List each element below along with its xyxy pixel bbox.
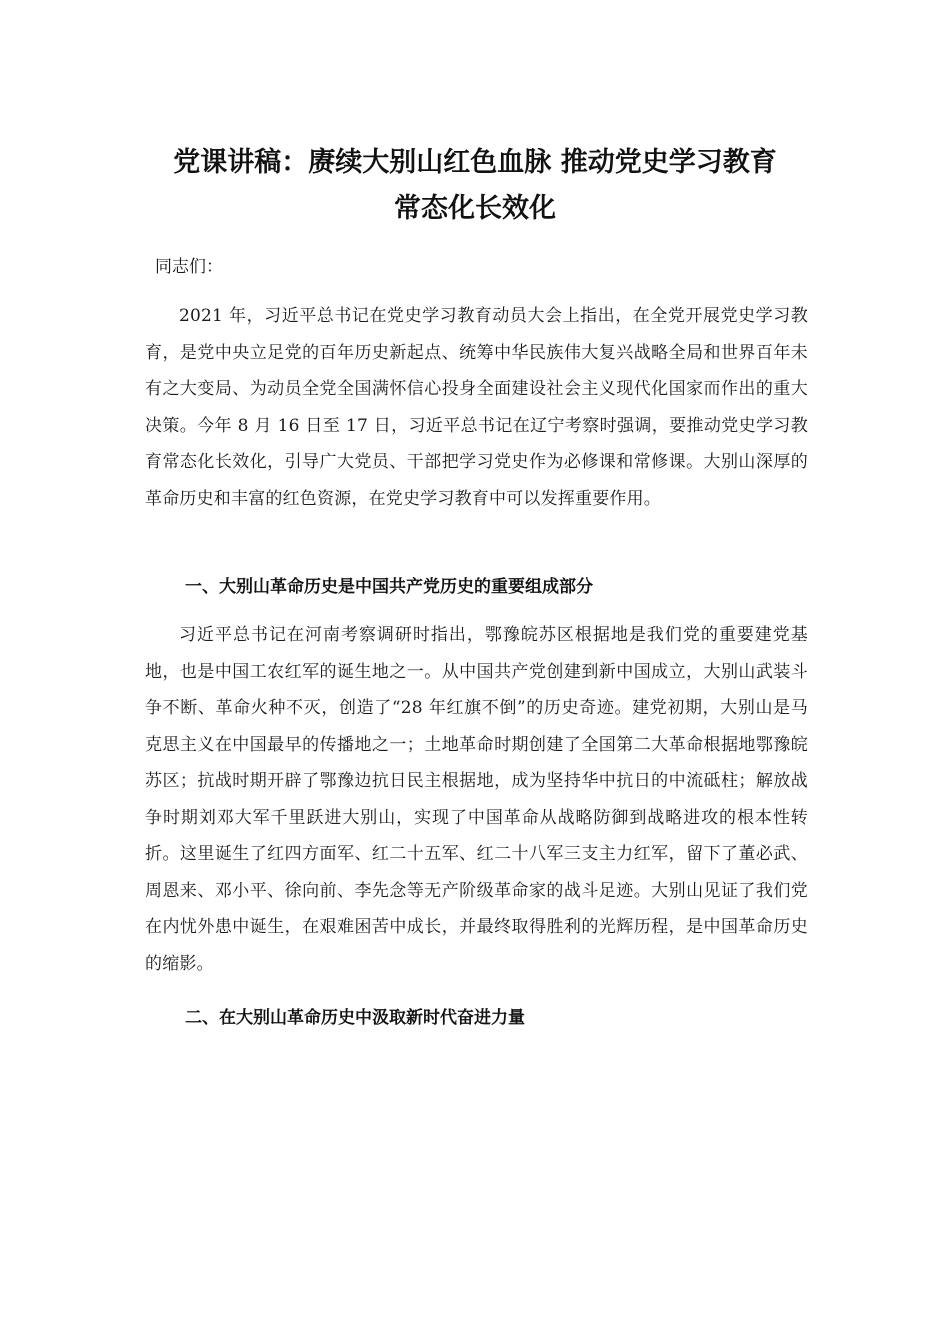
section-heading-1: 一、大别山革命历史是中国共产党历史的重要组成部分	[185, 577, 593, 597]
paragraph-history: 习近平总书记在河南考察调研时指出，鄂豫皖苏区根据地是我们党的重要建党基地，也是中国工农红军的诞生地之一。从中国共产党创建到新中国成立，大别山武装斗争不断、革命火种不灭，创造了“28 年红旗不倒”的历史奇迹。建党初期，大别山是马克思主义在中国最早的传播地之一；土地革命时期创建了全国第二大革命根据地鄂豫皖苏区；抗战时期开辟了鄂豫边抗日民主根据地，成为坚持华中抗日的中流砥柱；解放战争时期刘邓大军千里跃进大别山，实现了中国革命从战略防御到战略进攻的根本性转折。这里诞生了红四方面军、红二十五军、红二十八军三支主力红军，留下了董必武、周恩来、邓小平、徐向前、李先念等无产阶级革命家的战斗足迹。大别山见证了我们党在内忧外患中诞生，在艰难困苦中成长，并最终取得胜利的光辉历程，是中国革命历史的缩影。	[145, 625, 808, 974]
document-title-line-1: 党课讲稿：赓续大别山红色血脉 推动党史学习教育	[173, 147, 777, 178]
paragraph-intro: 2021 年，习近平总书记在党史学习教育动员大会上指出，在全党开展党史学习教育，是党中央立足党的百年历史新起点、统筹中华民族伟大复兴战略全局和世界百年未有之大变局、为动员全党全国满怀信心投身全面建设社会主义现代化国家而作出的重大决策。今年 8 月 16 日至 17 日，习近平总书记在辽宁考察时强调，要推动党史学习教育常态化长效化，引导广大党员、干部把学习党史作为必修课和常修课。大别山深厚的革命历史和丰富的红色资源，在党史学习教育中可以发挥重要作用。	[145, 306, 808, 509]
document-title-line-2: 常态化长效化	[394, 193, 556, 224]
salutation: 同志们：	[155, 257, 223, 277]
section-heading-2: 二、在大别山革命历史中汲取新时代奋进力量	[185, 1008, 525, 1028]
